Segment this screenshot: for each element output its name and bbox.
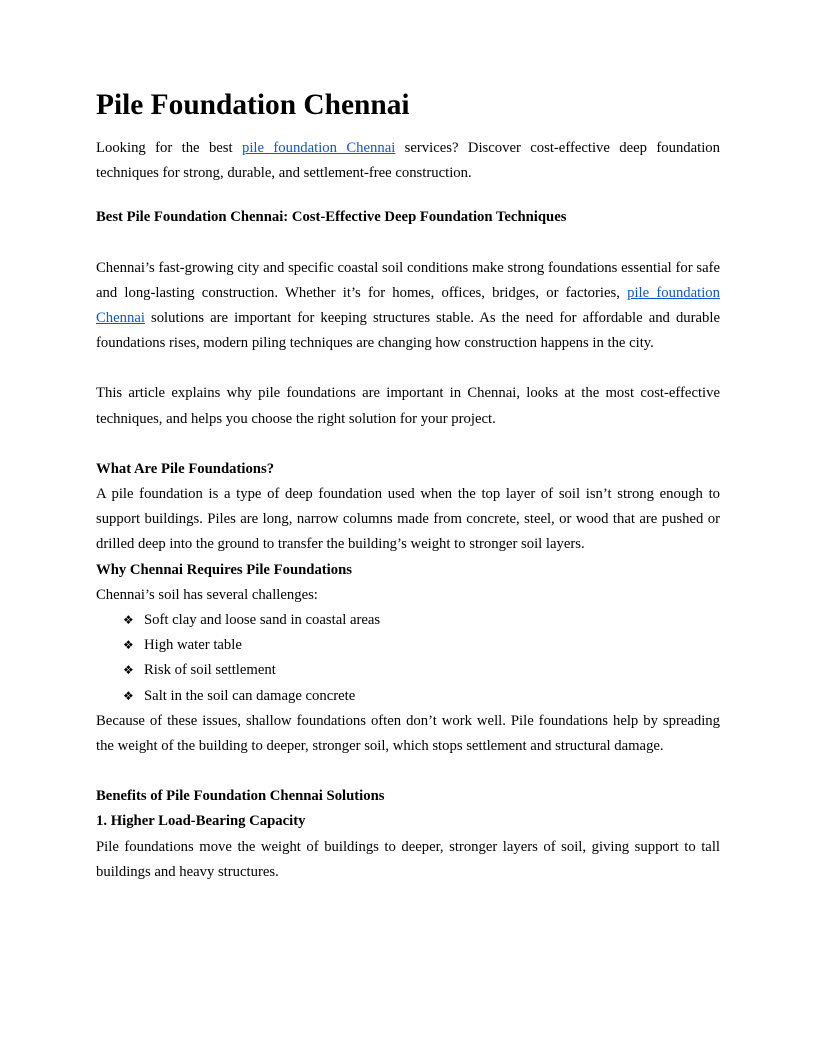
paragraph-article-overview: This article explains why pile foundations are important in Chennai, looks at the most cost-effective techniques, and helps you choose the right solution for your project. — [96, 385, 720, 427]
body-link[interactable]: pile foundation Chennai — [96, 284, 720, 327]
diamond-bullet-icon: ❖ — [123, 638, 134, 653]
challenges-list — [96, 608, 720, 709]
diamond-bullet-icon: ❖ — [123, 663, 134, 678]
intro-paragraph: Looking for the best pile foundation Chennai services? Discover cost-effective deep foundation techniques for strong, durable, and settlement-free construction. — [96, 140, 720, 182]
list-item: ❖ Risk of soil settlement — [123, 658, 720, 683]
paragraph-why-chennai-lead: Chennai’s soil has several challenges: — [96, 586, 318, 603]
paragraph-chennai-growth: Chennai’s fast-growing city and specific coastal soil conditions make strong foundations essential for safe and long-lasting construction. Whether it’s for homes, offices, bridges, or factories, pile foundation Chennai solutions are important for keeping structures stable. As the need for affordable and durable foundations rises, modern piling techniques are changing how construction happens in the city. — [96, 259, 720, 352]
paragraph-why-chennai-conclusion: Because of these issues, shallow foundations often don’t work well. Pile foundations help by spreading the weight of the building to deeper, stronger soil, which stops settlement and structural damage. — [96, 712, 720, 755]
document-page — [96, 89, 720, 885]
diamond-bullet-icon: ❖ — [123, 688, 134, 703]
list-item: ❖ High water table — [123, 633, 720, 658]
main-heading: Best Pile Foundation Chennai: Cost-Effective Deep Foundation Techniques — [96, 209, 567, 226]
heading-what-are-pile-foundations: What Are Pile Foundations? — [96, 460, 275, 477]
intro-link[interactable]: pile foundation Chennai — [241, 140, 396, 156]
list-item: ❖ Soft clay and loose sand in coastal areas — [123, 608, 720, 633]
subheading-load-bearing: 1. Higher Load-Bearing Capacity — [96, 813, 306, 830]
diamond-bullet-icon: ❖ — [123, 613, 134, 628]
heading-why-chennai: Why Chennai Requires Pile Foundations — [96, 561, 352, 578]
list-item: ❖ Salt in the soil can damage concrete — [123, 684, 720, 709]
document-title: Pile Foundation Chennai — [96, 89, 410, 121]
paragraph-load-bearing: Pile foundations move the weight of buildings to deeper, stronger layers of soil, giving support to tall buildings and heavy structures. — [96, 838, 720, 880]
paragraph-what-are-pile-foundations: A pile foundation is a type of deep foundation used when the top layer of soil isn’t strong enough to support buildings. Piles are long, narrow columns made from concrete, steel, or wood that are pushed or drilled deep into the ground to transfer the building’s weight to stronger soil layers. — [96, 486, 720, 553]
heading-benefits: Benefits of Pile Foundation Chennai Solutions — [96, 788, 385, 805]
